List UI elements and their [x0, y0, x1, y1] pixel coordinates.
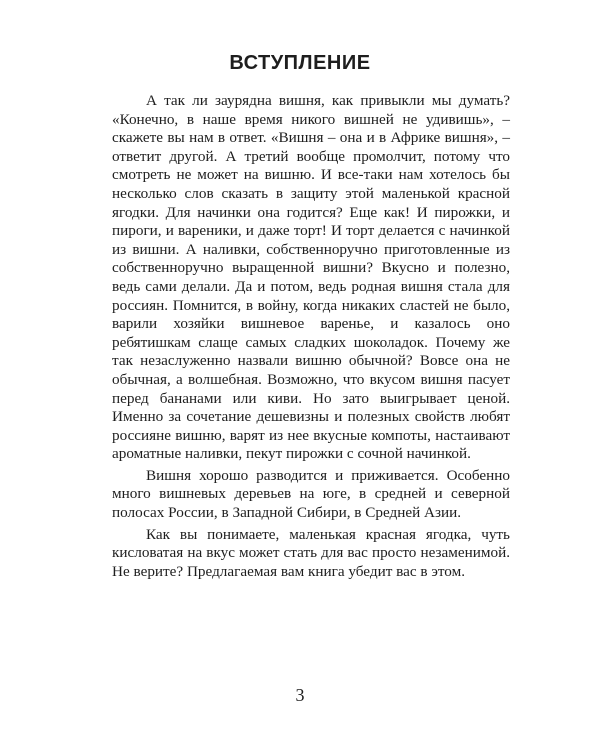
page-number: 3	[295, 685, 305, 705]
paragraph-1: А так ли заурядна вишня, как привыкли мы думать? «Конечно, в наше время никого вишней не удивишь», – скажете вы нам в ответ. «Вишня – она и в Африке вишня», – ответит другой. А третий вообще промолчит, потому что смотреть не может на вишню. И все-таки нам хотелось бы несколько слов сказать в защиту этой маленькой красной ягодки. Для начинки она годится? Еще как! И пирожки, и пироги, и вареники, и даже торт! И торт делается с начинкой из вишни. А наливки, собственноручно приготовленные из собственноручно выращенной вишни? Вкусно и полезно, ведь сами делали. Да и потом, ведь родная вишня стала для россиян. Помнится, в войну, когда никаких сластей не было, варили хозяйки вишневое варенье, и казалось оно ребятишкам слаще самых сладких шоколадок. Почему же так незаслуженно назвали вишню обычной? Вовсе она не обычная, а волшебная. Возможно, что вкусом вишня пасует перед бананами или киви. Но зато выигрывает ценой. Именно за сочетание дешевизны и полезных свойств любят россияне вишню, варят из нее вкусные компоты, настаивают ароматные наливки, пекут пирожки с сочной начинкой.	[112, 92, 510, 463]
chapter-body	[112, 92, 510, 584]
chapter-title: ВСТУПЛЕНИЕ	[229, 52, 371, 74]
paragraph-2: Вишня хорошо разводится и приживается. Особенно много вишневых деревьев на юге, в средней и северной полосах России, в Западной Сибири, в Средней Азии.	[112, 466, 510, 522]
paragraph-3: Как вы понимаете, маленькая красная ягодка, чуть кисловатая на вкус может стать для вас просто незаменимой. Не верите? Предлагаемая вам книга убедит вас в этом.	[112, 525, 510, 580]
